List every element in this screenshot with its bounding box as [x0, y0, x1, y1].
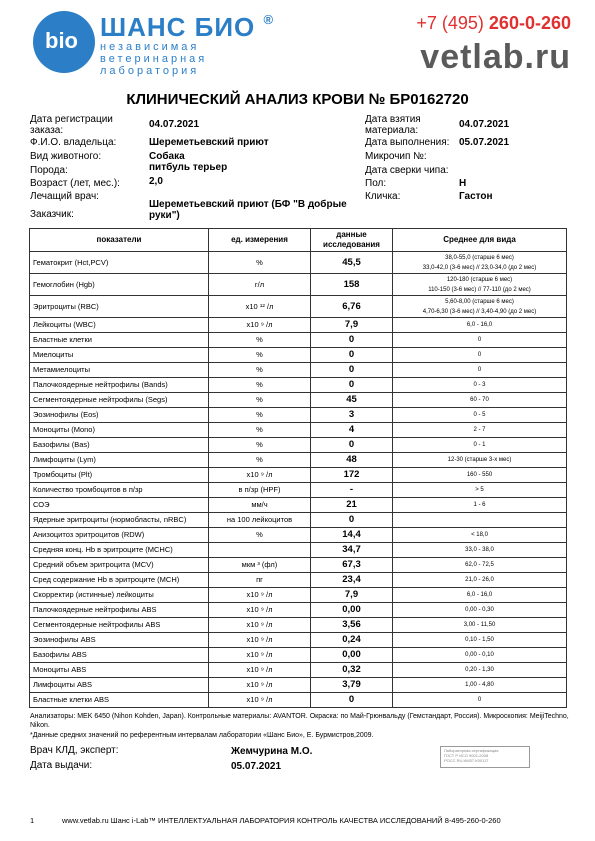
row-name: Моноциты ABS — [30, 663, 209, 678]
row-unit: % — [209, 348, 311, 363]
row-value: 0,00 — [311, 648, 393, 663]
row-reference: 5,60-8,00 (старше 6 мес) 4,70-6,30 (3-6 мес) // 3,40-4,90 (до 2 мес) — [393, 296, 567, 318]
row-reference: 160 - 550 — [393, 468, 567, 483]
info-label: Микрочип №: — [365, 151, 427, 162]
logo-text: bio — [45, 28, 78, 53]
table-row — [30, 573, 567, 588]
table-row — [30, 274, 567, 296]
info-value: Гастон — [459, 191, 493, 202]
row-reference: < 18,0 — [393, 528, 567, 543]
info-value: Шереметьевский приют (БФ "В добрые руки") — [149, 199, 347, 221]
table-row — [30, 438, 567, 453]
row-reference: 120-180 (старше 6 мес) 110-150 (3-6 мес) // 77-110 (до 2 мес) — [393, 274, 567, 296]
row-value: 172 — [311, 468, 393, 483]
row-unit: % — [209, 408, 311, 423]
row-value: 67,3 — [311, 558, 393, 573]
table-row — [30, 252, 567, 274]
row-value: 0 — [311, 693, 393, 708]
table-row — [30, 543, 567, 558]
column-header: показатели — [30, 229, 209, 252]
row-unit: x10 ⁹ /л — [209, 648, 311, 663]
phone-prefix: +7 (495) — [416, 13, 484, 33]
row-name: Моноциты (Mono) — [30, 423, 209, 438]
info-value: Шереметьевский приют — [149, 137, 269, 148]
row-unit: x10 ⁹ /л — [209, 678, 311, 693]
row-unit: x10 ⁹ /л — [209, 693, 311, 708]
row-unit: x10 ¹² /л — [209, 296, 311, 318]
row-reference: 0 - 1 — [393, 438, 567, 453]
row-value: 0 — [311, 438, 393, 453]
row-reference: 2 - 7 — [393, 423, 567, 438]
row-unit: x10 ⁹ /л — [209, 633, 311, 648]
info-value: Н — [459, 178, 467, 189]
table-row — [30, 453, 567, 468]
row-unit: % — [209, 528, 311, 543]
issue-label: Дата выдачи: — [30, 760, 93, 771]
row-value: 0 — [311, 513, 393, 528]
table-row — [30, 296, 567, 318]
row-name: СОЭ — [30, 498, 209, 513]
row-value: 158 — [311, 274, 393, 296]
table-row — [30, 663, 567, 678]
table-row — [30, 603, 567, 618]
certification-stamp — [440, 746, 530, 768]
row-name: Средний объем эритроцита (MCV) — [30, 558, 209, 573]
row-unit: % — [209, 378, 311, 393]
doctor-name: Жемчурина М.О. — [231, 746, 313, 757]
column-header: ед. измерения — [209, 229, 311, 252]
table-row — [30, 468, 567, 483]
row-name: Количество тромбоцитов в п/зр — [30, 483, 209, 498]
row-value: 7,9 — [311, 318, 393, 333]
column-header: данные исследования — [311, 229, 393, 252]
table-row — [30, 528, 567, 543]
row-unit: x10 ⁹ /л — [209, 318, 311, 333]
info-value: Собака — [149, 151, 185, 162]
row-value: 4 — [311, 423, 393, 438]
page-number: 1 — [30, 816, 35, 825]
row-reference: 0,20 - 1,30 — [393, 663, 567, 678]
row-unit: % — [209, 423, 311, 438]
row-name: Лейкоциты (WBC) — [30, 318, 209, 333]
table-row — [30, 678, 567, 693]
row-name: Лимфоциты ABS — [30, 678, 209, 693]
table-row — [30, 348, 567, 363]
row-reference: 1,00 - 4,80 — [393, 678, 567, 693]
row-value: 45 — [311, 393, 393, 408]
phone-number: 260-0-260 — [488, 13, 571, 33]
row-reference: > 5 — [393, 483, 567, 498]
row-reference: 0 — [393, 348, 567, 363]
brand-line-3: лаборатория — [100, 65, 200, 77]
doctor-label: Врач КЛД, эксперт: — [30, 745, 119, 756]
row-unit: мм/ч — [209, 498, 311, 513]
row-value: 6,76 — [311, 296, 393, 318]
table-row — [30, 693, 567, 708]
row-name: Тромбоциты (Plt) — [30, 468, 209, 483]
row-name: Лимфоциты (Lym) — [30, 453, 209, 468]
row-value: 48 — [311, 453, 393, 468]
row-unit: % — [209, 252, 311, 274]
page-title: КЛИНИЧЕСКИЙ АНАЛИЗ КРОВИ № БР0162720 — [126, 91, 469, 108]
row-unit: % — [209, 453, 311, 468]
row-name: Скорректир (истинные) лейкоциты — [30, 588, 209, 603]
row-reference: 0,00 - 0,10 — [393, 648, 567, 663]
info-value: 05.07.2021 — [459, 137, 510, 148]
info-value: 2,0 — [149, 176, 163, 187]
info-value: 04.07.2021 — [149, 119, 200, 130]
row-reference: 12-30 (старше 3-х мес) — [393, 453, 567, 468]
row-reference: 21,0 - 26,0 — [393, 573, 567, 588]
brand-line-1: независимая — [100, 41, 200, 53]
table-row — [30, 363, 567, 378]
row-value: 0,00 — [311, 603, 393, 618]
table-row — [30, 378, 567, 393]
stamp-line: Лабораторная сертификация — [444, 748, 499, 753]
info-value: 04.07.2021 — [459, 119, 510, 130]
row-unit: мкм ³ (фл) — [209, 558, 311, 573]
info-label: Заказчик: — [30, 209, 74, 220]
stamp-line: РОСС RU.ИМ37.К00117 — [444, 758, 489, 763]
row-value: 21 — [311, 498, 393, 513]
row-value: 0 — [311, 348, 393, 363]
info-label: Дата сверки чипа: — [365, 165, 449, 176]
info-label: Кличка: — [365, 191, 401, 202]
table-row — [30, 633, 567, 648]
brand-reg: ® — [263, 12, 275, 27]
info-label: Пол: — [365, 178, 387, 189]
row-name: Гематокрит (Hct,PCV) — [30, 252, 209, 274]
row-name: Палочкоядерные нейтрофилы (Bands) — [30, 378, 209, 393]
row-value: 0 — [311, 363, 393, 378]
info-label: Дата выполнения: — [365, 137, 450, 148]
row-reference: 60 - 70 — [393, 393, 567, 408]
table-row — [30, 648, 567, 663]
row-reference: 0 - 5 — [393, 408, 567, 423]
info-label: Вид животного: — [30, 151, 102, 162]
stamp-line: ГОСТ Р ИСО 9001-2008 — [444, 753, 489, 758]
info-value: питбуль терьер — [149, 162, 228, 173]
row-name: Анизоцитоз эритроцитов (RDW) — [30, 528, 209, 543]
brand-name — [100, 12, 274, 43]
row-value: 23,4 — [311, 573, 393, 588]
results-table — [29, 228, 567, 708]
row-reference — [393, 513, 567, 528]
row-value: 0 — [311, 333, 393, 348]
row-name: Базофилы (Bas) — [30, 438, 209, 453]
row-reference: 38,0-55,0 (старше 6 мес) 33,0-42,0 (3-6 мес) // 23,0-34,0 (до 2 мес) — [393, 252, 567, 274]
row-reference: 0,10 - 1,50 — [393, 633, 567, 648]
row-name: Метамиелоциты — [30, 363, 209, 378]
row-value: 3,79 — [311, 678, 393, 693]
row-value: 0 — [311, 378, 393, 393]
row-unit: % — [209, 363, 311, 378]
table-row — [30, 393, 567, 408]
footer-text: www.vetlab.ru Шанс i-Lab™ ИНТЕЛЛЕКТУАЛЬНАЯ ЛАБОРАТОРИЯ КОНТРОЛЬ КАЧЕСТВА ИССЛЕДОВАНИЙ 8-495-260-0-260 — [62, 816, 501, 825]
site-url: vetlab.ru — [420, 38, 571, 76]
row-name: Базофилы ABS — [30, 648, 209, 663]
info-label: Лечащий врач: — [30, 191, 99, 202]
row-reference: 0,00 - 0,30 — [393, 603, 567, 618]
row-unit: г/л — [209, 274, 311, 296]
issue-date: 05.07.2021 — [231, 761, 282, 772]
reference-note: *Данные средних значений по референтным интервалам лаборатории «Шанс Био», Е. Бурмистров,2009. — [30, 732, 374, 739]
row-name: Средняя конц. Hb в эритроците (MCHC) — [30, 543, 209, 558]
column-header: Среднее для вида — [393, 229, 567, 252]
row-unit: % — [209, 333, 311, 348]
row-reference: 0 - 3 — [393, 378, 567, 393]
row-name: Эозинофилы (Eos) — [30, 408, 209, 423]
table-row — [30, 318, 567, 333]
table-row — [30, 498, 567, 513]
row-name: Сегментоядерные нейтрофилы ABS — [30, 618, 209, 633]
row-value: 45,5 — [311, 252, 393, 274]
row-unit: в п/зр (HPF) — [209, 483, 311, 498]
info-label: Дата взятия материала: — [365, 114, 421, 136]
row-name: Эозинофилы ABS — [30, 633, 209, 648]
table-row — [30, 483, 567, 498]
row-reference: 0 — [393, 333, 567, 348]
row-reference: 33,0 - 38,0 — [393, 543, 567, 558]
info-label: Дата регистрации заказа: — [30, 114, 113, 136]
row-value: 0,32 — [311, 663, 393, 678]
row-value: 14,4 — [311, 528, 393, 543]
row-value: 0,24 — [311, 633, 393, 648]
row-name: Палочкоядерные нейтрофилы ABS — [30, 603, 209, 618]
row-unit — [209, 543, 311, 558]
row-reference: 3,00 - 11,50 — [393, 618, 567, 633]
row-value: 3 — [311, 408, 393, 423]
row-name: Ядерные эритроциты (нормобласты, nRBC) — [30, 513, 209, 528]
row-unit: x10 ⁹ /л — [209, 603, 311, 618]
table-row — [30, 558, 567, 573]
row-name: Миелоциты — [30, 348, 209, 363]
row-reference: 6,0 - 16,0 — [393, 588, 567, 603]
table-row — [30, 423, 567, 438]
brand-logo — [33, 11, 95, 73]
info-label: Возраст (лет, мес.): — [30, 178, 120, 189]
table-row — [30, 513, 567, 528]
brand-line-2: ветеринарная — [100, 53, 208, 65]
info-label: Порода: — [30, 165, 68, 176]
brand-name-text: ШАНС БИО — [100, 12, 256, 42]
row-value: 3,56 — [311, 618, 393, 633]
row-unit: x10 ⁹ /л — [209, 618, 311, 633]
table-row — [30, 618, 567, 633]
row-reference: 62,0 - 72,5 — [393, 558, 567, 573]
analyzers-note: Анализаторы: MEK 6450 (Nihon Kohden, Japan). Контрольные материалы: AVANTOR. Окраска: по Май-Грюнвальду (Гемстандарт, Россия). Микроскопия: MeijiTechno, Nikon. — [30, 713, 569, 729]
row-reference: 6,0 - 16,0 — [393, 318, 567, 333]
row-name: Гемоглобин (Hgb) — [30, 274, 209, 296]
table-header-row — [30, 229, 567, 252]
row-name: Бластные клетки — [30, 333, 209, 348]
row-value: 34,7 — [311, 543, 393, 558]
row-reference: 0 — [393, 363, 567, 378]
row-value: - — [311, 483, 393, 498]
row-value: 7,9 — [311, 588, 393, 603]
row-reference: 0 — [393, 693, 567, 708]
row-name: Эритроциты (RBC) — [30, 296, 209, 318]
table-row — [30, 408, 567, 423]
phone — [416, 13, 571, 34]
row-unit: % — [209, 393, 311, 408]
row-name: Сегментоядерные нейтрофилы (Segs) — [30, 393, 209, 408]
info-label: Ф.И.О. владельца: — [30, 137, 117, 148]
row-name: Сред содержание Hb в эритроците (MCH) — [30, 573, 209, 588]
row-unit: x10 ⁹ /л — [209, 468, 311, 483]
row-unit: % — [209, 438, 311, 453]
row-unit: x10 ⁹ /л — [209, 663, 311, 678]
row-unit: x10 ⁹ /л — [209, 588, 311, 603]
row-reference: 1 - 6 — [393, 498, 567, 513]
row-unit: на 100 лейкоцитов — [209, 513, 311, 528]
row-unit: пг — [209, 573, 311, 588]
row-name: Бластные клетки ABS — [30, 693, 209, 708]
table-row — [30, 333, 567, 348]
table-row — [30, 588, 567, 603]
